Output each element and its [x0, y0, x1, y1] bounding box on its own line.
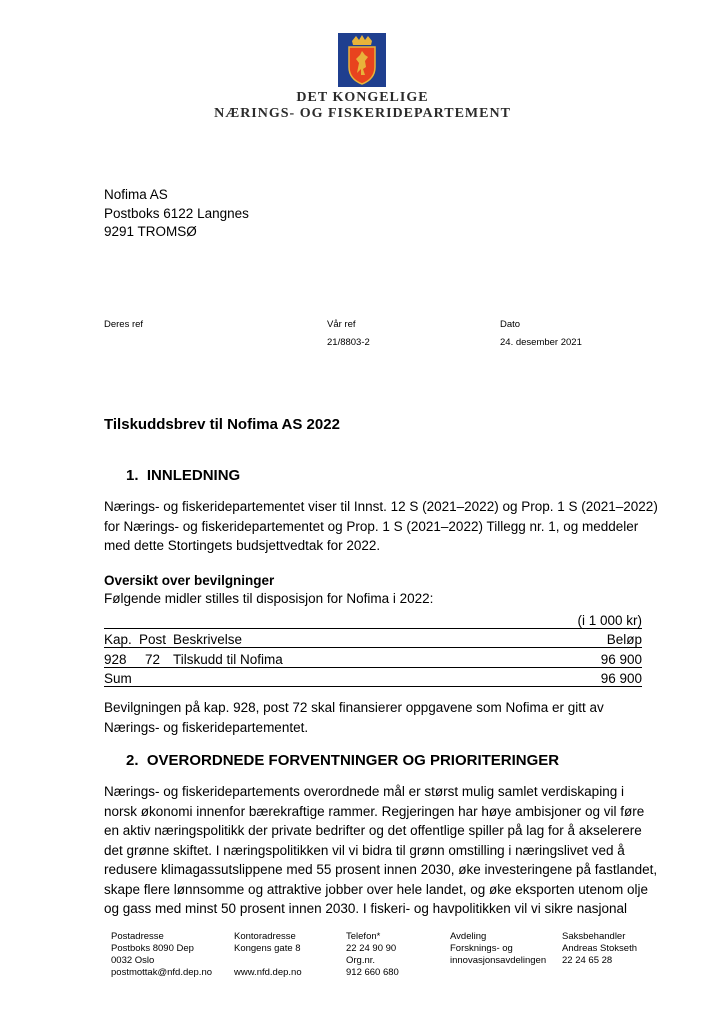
overview-text: Følgende midler stilles til disposisjon for Nofima i 2022:: [104, 591, 434, 606]
recipient-name: Nofima AS: [104, 187, 168, 202]
row-desc: Tilskudd til Nofima: [173, 648, 514, 668]
footer-text: innovasjonsavdelingen: [450, 955, 547, 966]
sum-amount: 96 900: [514, 667, 642, 687]
ministry-line-2: NÆRINGS- OG FISKERIDEPARTEMENT: [214, 106, 511, 121]
dato-value: 24. desember 2021: [500, 337, 582, 348]
footer-text: Andreas Stokseth: [562, 943, 637, 954]
recipient-address: [104, 186, 249, 242]
footer-case-handler: [562, 931, 637, 967]
footer-text: Avdeling: [450, 931, 487, 942]
section-1-heading: [126, 467, 240, 484]
col-desc-header: Beskrivelse: [173, 628, 514, 648]
section-2-number: 2.: [126, 752, 139, 769]
var-ref-value: 21/8803-2: [327, 337, 370, 348]
section-1-title: INNLEDNING: [146, 467, 241, 484]
section-1-number: 1.: [126, 467, 139, 484]
col-kap-header: Kap.: [104, 628, 139, 648]
col-amount-header: Beløp: [514, 628, 642, 648]
footer-phone: [346, 931, 399, 979]
footer-text: Postboks 8090 Dep: [111, 943, 194, 954]
col-post-header: Post: [139, 628, 173, 648]
footer-text: [234, 955, 302, 967]
sum-label: Sum: [104, 667, 514, 687]
footer-text: Kongens gate 8: [234, 943, 301, 954]
table-row: [104, 648, 642, 668]
row-amount: 96 900: [514, 648, 642, 668]
footer-text: www.nfd.dep.no: [234, 967, 302, 978]
footer-text: 0032 Oslo: [111, 955, 155, 966]
footer-text: Org.nr.: [346, 955, 376, 966]
footer-text: 22 24 90 90: [346, 943, 397, 954]
table-header-row: [104, 628, 642, 648]
section-2-title: OVERORDNEDE FORVENTNINGER OG PRIORITERINGER: [146, 752, 560, 769]
deres-ref-label: Deres ref: [104, 319, 144, 330]
coat-of-arms-icon: [338, 33, 386, 87]
recipient-street: Postboks 6122 Langnes: [104, 205, 249, 221]
section-2-paragraph: Nærings- og fiskeridepartements overordnede mål er størst mulig samlet verdiskaping i norsk økonomi innenfor bærekraftige rammer. Regjeringen har høye ambisjoner og vil føre en aktiv næringspolitikk der private bedrifter og det offentlige spiller på lag for å akselerere det grønne skiftet. I næringspolitikken vil vi bidra til grønn omstilling i næringslivet ved å redusere klimagassutslippene med 55 prosent innen 2030, øke investeringene på fastlandet, skape flere lønnsomme og attraktive jobber over hele landet, og øke eksporten utenom olje og gass med minst 50 prosent innen 2030. I fiskeri- og havpolitikken vil vi sikre nasjonal: [104, 784, 658, 916]
footer-text: 22 24 65 28: [562, 955, 613, 966]
recipient-city: 9291 TROMSØ: [104, 224, 197, 239]
footer-office: [234, 931, 302, 979]
row-post: 72: [139, 648, 173, 668]
table-sum-row: [104, 667, 642, 687]
closing-paragraph: Bevilgningen på kap. 928, post 72 skal finansierer oppgavene som Nofima er gitt av Nærings- og fiskeridepartementet.: [104, 700, 604, 735]
footer-postal: [111, 931, 212, 979]
appropriations-table: [104, 609, 642, 687]
dato-label: Dato: [500, 319, 521, 330]
footer-text: Forsknings- og: [450, 943, 513, 954]
document-title: Tilskuddsbrev til Nofima AS 2022: [104, 416, 340, 433]
footer-text: Kontoradresse: [234, 931, 296, 942]
overview-heading: Oversikt over bevilgninger: [104, 573, 275, 588]
section-1-paragraph: Nærings- og fiskeridepartementet viser til Innst. 12 S (2021–2022) og Prop. 1 S (2021–2022) for Nærings- og fiskeridepartementet og Prop. 1 S (2021–2022) Tillegg nr. 1, og meddeler med dette Stortingets budsjettvedtak for 2022.: [104, 499, 658, 553]
footer-text: 912 660 680: [346, 967, 399, 978]
row-kap: 928: [104, 648, 139, 668]
footer-text: Saksbehandler: [562, 931, 626, 942]
footer-department: [450, 931, 546, 967]
footer-text: Postadresse: [111, 931, 164, 942]
var-ref-label: Vår ref: [327, 319, 356, 330]
ministry-line-1: DET KONGELIGE: [296, 90, 429, 105]
table-unit-row: [104, 609, 642, 628]
footer-text: Telefon*: [346, 931, 381, 942]
footer-text: postmottak@nfd.dep.no: [111, 967, 213, 978]
section-2-heading: [126, 752, 559, 769]
table-unit: (i 1 000 kr): [104, 609, 642, 628]
